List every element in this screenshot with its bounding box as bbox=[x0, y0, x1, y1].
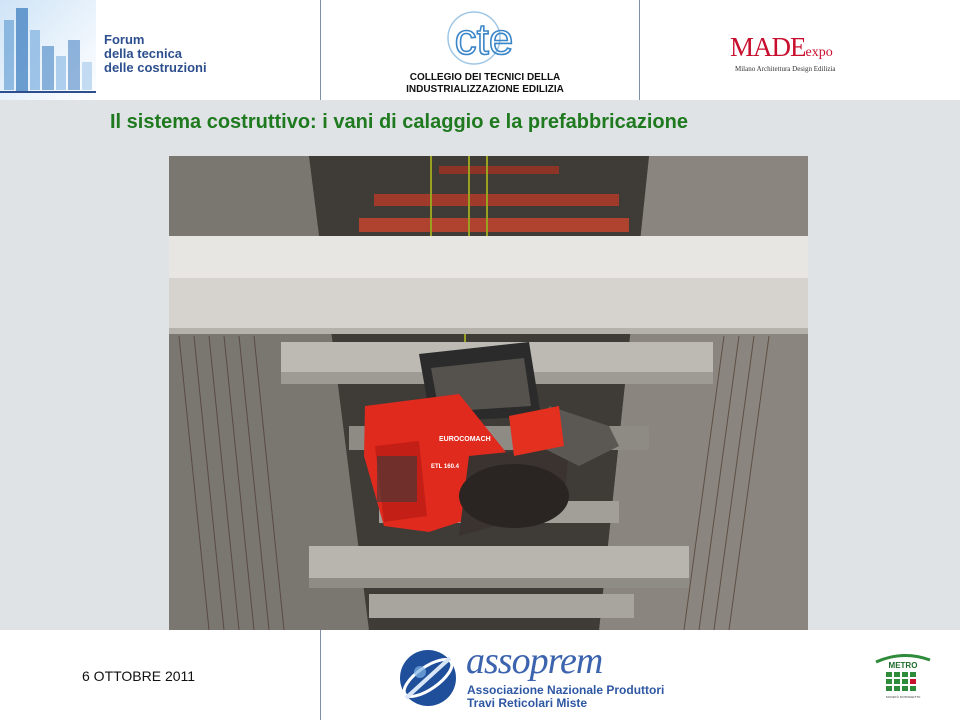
assoprem-logo-word: assoprem bbox=[466, 640, 603, 682]
assoprem-line-1: Associazione Nazionale Produttori bbox=[467, 683, 665, 697]
forum-line-3: delle costruzioni bbox=[104, 60, 207, 75]
forum-line-1: Forum bbox=[104, 32, 145, 47]
cte-logo bbox=[442, 8, 526, 68]
cte-line-2: INDUSTRIALIZZAZIONE EDILIZIA bbox=[406, 84, 564, 95]
cte-line-1: COLLEGIO DEI TECNICI DELLA bbox=[409, 72, 561, 83]
forum-logo-graphic bbox=[0, 0, 96, 100]
forum-title bbox=[104, 33, 207, 75]
made-subtitle: Milano Architettura Design Edilizia bbox=[735, 65, 836, 73]
made-logo-suffix: expo bbox=[805, 45, 833, 60]
loader-brand-label: EUROCOMACH bbox=[439, 436, 491, 443]
made-expo-logo bbox=[730, 32, 833, 63]
made-logo-word: MADE bbox=[730, 32, 806, 62]
header bbox=[0, 0, 960, 100]
assoprem-caption bbox=[467, 684, 664, 710]
cte-logo-text: cte bbox=[454, 15, 514, 64]
metro-logo-sub: SOCIETÀ DI PROGETTO bbox=[885, 695, 921, 699]
header-divider-left bbox=[320, 0, 321, 100]
forum-line-2: della tecnica bbox=[104, 46, 183, 61]
header-divider-right bbox=[639, 0, 640, 100]
construction-photo bbox=[169, 156, 808, 630]
footer-divider-left bbox=[320, 630, 321, 720]
slide-title: Il sistema costruttivo: i vani di calaggio e la prefabbricazione bbox=[110, 111, 688, 133]
metro-logo bbox=[872, 652, 934, 700]
assoprem-globe-icon bbox=[398, 648, 458, 708]
assoprem-line-2: Travi Reticolari Miste bbox=[467, 696, 588, 710]
metro-logo-label: METRO bbox=[888, 661, 918, 670]
loader-model-label: ETL 160.4 bbox=[431, 464, 459, 470]
cte-caption bbox=[380, 72, 590, 96]
date-label: 6 OTTOBRE 2011 bbox=[82, 668, 196, 684]
